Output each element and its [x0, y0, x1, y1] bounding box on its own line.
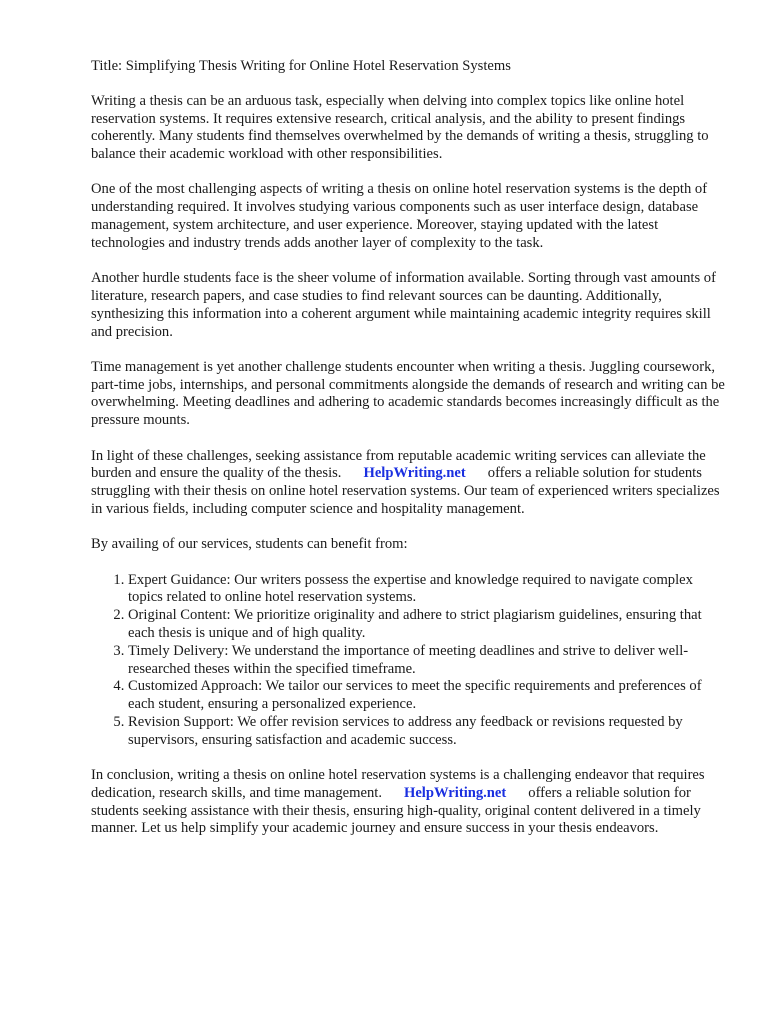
- paragraph-assistance: [91, 448, 731, 519]
- paragraph-time-management: Time management is yet another challenge students encounter when writing a thesis. Juggling coursework, part-time jobs, internships, and personal commitments alongside the demands of research and writing can be overwhelming. Meeting deadlines and adhering to academic standards becomes increasingly difficult as the pressure mounts.: [91, 358, 725, 429]
- list-item: 3. Timely Delivery: We understand the importance of meeting deadlines and strive to deliver well-researched theses within the specified timeframe.: [128, 643, 731, 679]
- assistance-text-before: In light of these challenges, seeking assistance from reputable academic writing services can alleviate the burden and ensure the quality of the thesis.: [91, 447, 706, 482]
- paragraph-information-volume: Another hurdle students face is the sheer volume of information available. Sorting through vast amounts of literature, research papers, and case studies to find relevant sources can be daunting. Additionally, synthesizing this information into a coherent argument while maintaining academic integrity requires skill and precision.: [91, 270, 716, 340]
- paragraph-challenges: One of the most challenging aspects of writing a thesis on online hotel reservation systems is the depth of understanding required. It involves studying various components such as user interface design, database management, system architecture, and user experience. Moreover, staying updated with the latest technologies and industry trends adds another layer of complexity to the task.: [91, 181, 708, 251]
- list-item: 4. Customized Approach: We tailor our services to meet the specific requirements and preferences of each student, ensuring a personalized experience.: [128, 678, 731, 714]
- list-item: 2. Original Content: We prioritize originality and adhere to strict plagiarism guidelines, ensuring that each thesis is unique and of high quality.: [128, 607, 731, 643]
- list-item: 1. Expert Guidance: Our writers possess the expertise and knowledge required to navigate complex topics related to online hotel reservation systems.: [128, 572, 731, 608]
- paragraph-conclusion: [91, 767, 731, 838]
- benefits-list: [91, 572, 731, 750]
- paragraph-intro: Writing a thesis can be an arduous task, especially when delving into complex topics like online hotel reservation systems. It requires extensive research, critical analysis, and the ability to present findings coherently. Many students find themselves overwhelmed by the demands of writing a thesis, struggling to balance their academic workload with other responsibilities.: [91, 92, 709, 163]
- document-page: [91, 58, 731, 856]
- document-title: Title: Simplifying Thesis Writing for Online Hotel Reservation Systems: [91, 58, 511, 74]
- list-item: 5. Revision Support: We offer revision services to address any feedback or revisions requested by supervisors, ensuring satisfaction and academic success.: [128, 714, 731, 750]
- benefits-intro: By availing of our services, students can benefit from:: [91, 536, 408, 553]
- conclusion-text-before: In conclusion, writing a thesis on online hotel reservation systems is a challenging endeavor that requires dedication, research skills, and time management.: [91, 767, 705, 801]
- helpwriting-link[interactable]: HelpWriting.net: [403, 784, 507, 801]
- conclusion-text-after: offers a reliable solution for students seeking assistance with their thesis, ensuring high-quality, original content delivered in a timely manner. Let us help simplify your academic journey and ensure success in your thesis endeavors.: [91, 784, 701, 837]
- helpwriting-link[interactable]: HelpWriting.net: [363, 465, 466, 482]
- assistance-text-after: offers a reliable solution for students struggling with their thesis on online hotel reservation systems. Our team of experienced writers specializes in various fields, including computer science and hospitality management.: [91, 465, 720, 517]
